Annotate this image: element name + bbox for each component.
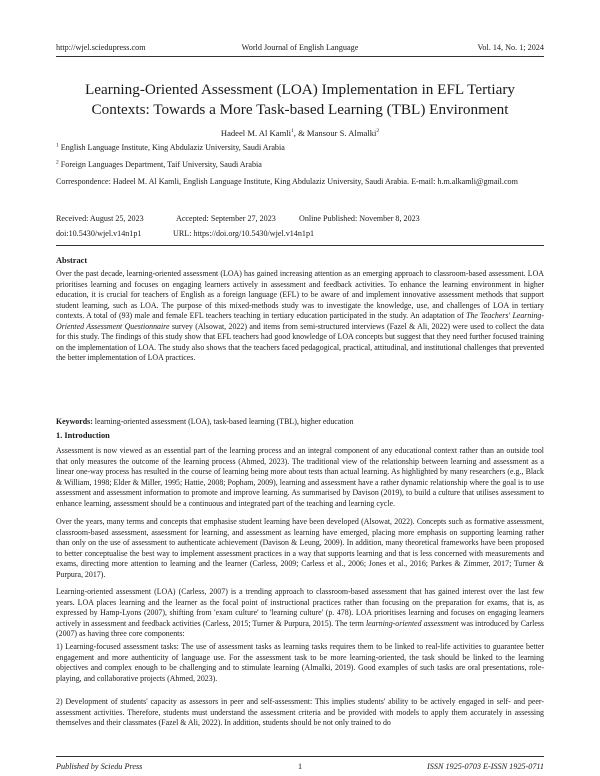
doi-text[interactable]: doi:10.5430/wjel.v14n1p1 [56,229,142,238]
abstract-text: survey (Alsowat, 2022) and items from semi-structured interviews (Fazel & Ali, 2022) were used to collect the data for this study. The findings of this study show that EFL teachers had good knowledge of LOA concepts but suggest that they need further focused training on the implementation of LOA. The study also shows that the teachers faced pedagogical, practical, attitudinal, and institutional challenges that prevented the better implementation of LOA practices. [56,321,544,363]
author-affiliation-mark: 1 [291,128,294,135]
affiliation-text: Foreign Languages Department, Taif University, Saudi Arabia [60,160,262,169]
header-rule [56,56,544,57]
paragraph: 2) Development of students' capacity as assessors in peer and self-assessment: This implies students' ability to be actively engaged in self- and peer-assessment activities. Therefore, students must understand the assessment criteria and be provided with models to apply them accurately in assessing themselves and their classmates (Fazel & Ali, 2022). In addition, students should be not only trained to do [56,697,544,728]
volume-issue: Vol. 14, No. 1; 2024 [477,43,544,52]
abstract-text: Over the past decade, learning-oriented assessment (LOA) has gained increasing attention as an emerging approach to classroom-based assessment. LOA prioritises learning and focuses on engaging learners actively in assessment and feedback activities. To enhance the learning environment in higher education, it is crucial for teachers of English as a foreign language (EFL) to be aware of and implement innovative assessment methods that support student learning, such as LOA. The purpose of this mixed-methods study was to investigate the knowledge, use, and challenges of LOA in tertiary contexts. A total of (93) male and female EFL teachers teaching in tertiary education participated in the study. An adaptation of [56,269,544,321]
affiliation-text: English Language Institute, King Abdulaziz University, Saudi Arabia [60,143,285,152]
term-italic: learning-oriented assessment [365,618,459,628]
article-title [70,80,530,120]
paragraph: Over the years, many terms and concepts that emphasise student learning have been developed (Alsowat, 2022). Concepts such as formative assessment, classroom-based assessment, assessment for learning, and assessment as learning have emerged, placing more emphasis on supporting learning rather than only on the use of assessment to authenticate achievement (Davison & Leung, 2009). In addition, many theoretical frameworks have been proposed to better conceptualise the best way to implement assessment practices in a way that supports learning and that is less concerned with measurements and exams, directing more attention to learning and the learner (Carless, 2009; Carless et al., 2006; Jones et al., 2016; Parkes & Zimmer, 2017; Turner & Purpura, 2017). [56,517,544,579]
doi-url[interactable]: URL: https://doi.org/10.5430/wjel.v14n1p1 [173,229,315,238]
paragraph [56,587,544,640]
affiliation-mark: 1 [56,142,59,149]
paragraph: Assessment is now viewed as an essential part of the learning process and an integral component of any educational context rather than an outside tool that only measures the outcome of the learning process (Ahmed, 2023). The traditional view of the relationship between learning and assessment as a linear one-way process has resulted in the course of learning being more about tests than actual learning. As highlighted by many researchers (e.g., Black & William, 1998; Elder & Miller, 1995; Hattie, 2008; Popham, 2009), learning and assessment have a rather dynamic relationship where the goal is to use assessment and assessment information to promote and improve learning. As summarised by Davison (2019), to build a culture that utilises assessment to enhance learning, assessment should be a continuous and integrated part of the teaching and learning cycle. [56,446,544,508]
paragraph: 1) Learning-focused assessment tasks: The use of assessment tasks as learning tasks requires them to be linked to real-life activities to guarantee better engagement and more authenticity of language use. For the assessment task to be more learning-oriented, the task should be linked to the learning objectives and complex enough to be challenging and to stimulate learning (Almalki, 2019). Good examples of such tasks are oral presentations, role-playing, and collaborative projects (Ahmed, 2023). [56,642,544,683]
journal-url[interactable]: http://wjel.sciedupress.com [56,43,146,52]
paragraph-text: was introduced by Carless (2007) as having three core components: [56,618,544,639]
running-header [56,43,544,55]
doi-row [56,229,544,241]
author-name: Mansour S. Almalki [306,128,377,138]
meta-rule [56,245,544,246]
page-number: 1 [297,762,303,771]
author-list [56,128,544,138]
keywords [56,417,544,428]
abstract-heading: Abstract [56,256,88,265]
published-date: Online Published: November 8, 2023 [299,214,420,223]
author-affiliation-mark: 2 [376,128,380,135]
running-footer [56,762,544,774]
affiliation [56,159,544,170]
journal-name: World Journal of English Language [241,43,359,52]
title-line-2: Contexts: Towards a More Task-based Learning (TBL) Environment [91,101,509,118]
accepted-date: Accepted: September 27, 2023 [176,214,276,223]
abstract-instrument-title: The Teachers' Learning-Oriented Assessment Questionnaire [56,311,545,331]
footer-rule [56,756,544,757]
author-separator: , & [293,128,307,138]
affiliation-mark: 2 [56,159,59,166]
received-date: Received: August 25, 2023 [56,214,144,223]
abstract-body [56,269,544,364]
keywords-text: learning-oriented assessment (LOA), task-based learning (TBL), higher education [92,417,354,426]
dates-row [56,214,544,226]
issn: ISSN 1925-0703 E-ISSN 1925-0711 [427,762,544,771]
keywords-label: Keywords: [56,417,93,426]
publisher: Published by Sciedu Press [56,762,143,771]
correspondence: Correspondence: Hadeel M. Al Kamli, English Language Institute, King Abdulaziz University, Saudi Arabia. E-mail: h.m.alkamli@gmail.com [56,177,518,186]
affiliation [56,142,544,153]
author-name: Hadeel M. Al Kamli [220,128,292,138]
title-line-1: Learning-Oriented Assessment (LOA) Implementation in EFL Tertiary [85,81,515,98]
paragraph-text: Learning-oriented assessment (LOA) (Carless, 2007) is a trending approach to classroom-based assessment that has gained interest over the last few years. LOA places learning and the learner as the focal point of instructional practices rather than focusing on the preparation for exams, that is, as expressed by Hamp-Lyons (2007), shifting from 'exam culture' to 'learning culture' (p. 478). LOA prioritises learning and focuses on engaging learners actively in assessment and feedback activities (Carless, 2015; Turner & Purpura, 2015). The term [56,587,544,628]
introduction-heading: 1. Introduction [56,431,110,440]
